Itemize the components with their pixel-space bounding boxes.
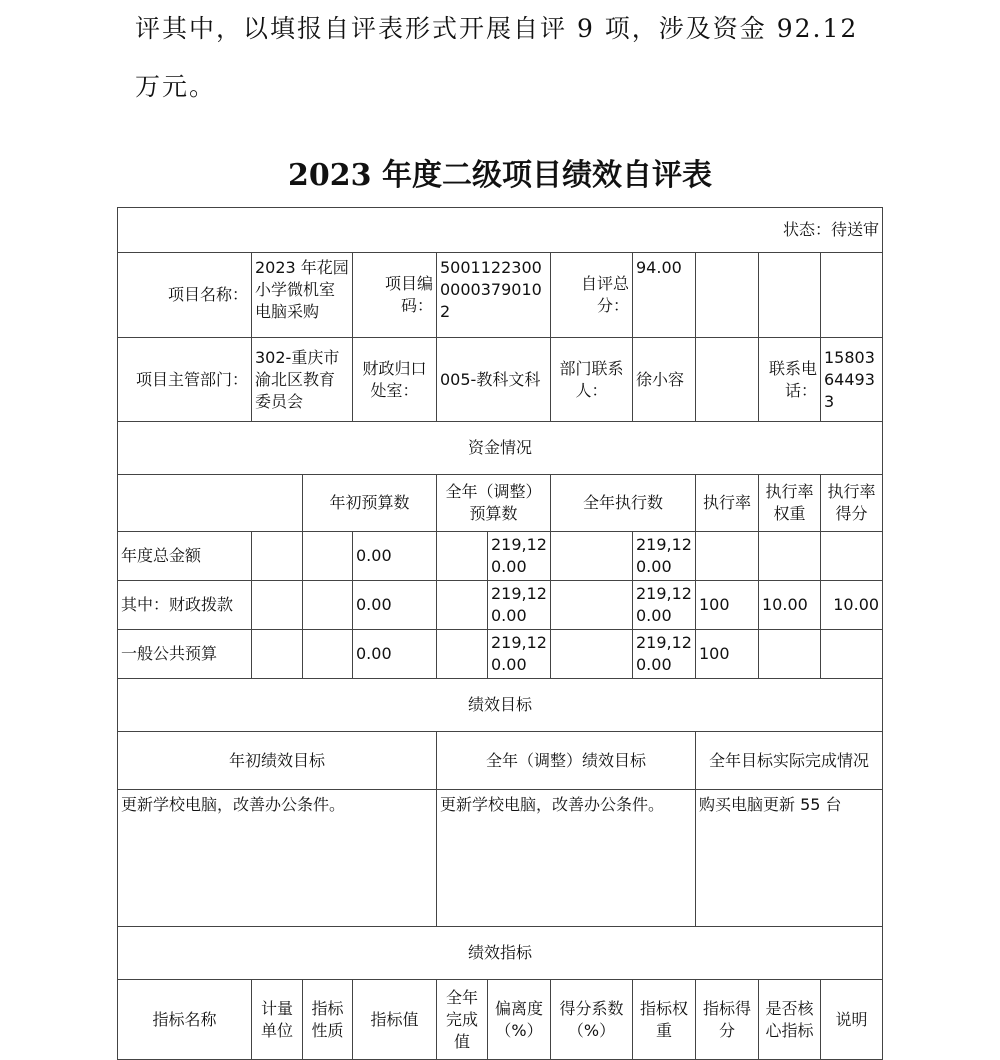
contact-value: 徐小容 [633,338,696,422]
funds-score [821,532,883,581]
phone-value: 15803644933 [821,338,883,422]
self-evaluation-table [117,207,883,1060]
empty-cell [759,253,821,338]
empty-cell [252,581,303,630]
empty-cell [551,630,633,679]
funds-initial: 0.00 [353,630,437,679]
funds-adjusted: 219,120.00 [488,630,551,679]
header-unit: 计量单位 [252,980,303,1060]
header-adjusted-goal: 全年（调整）绩效目标 [437,732,696,790]
funds-adjusted: 219,120.00 [488,532,551,581]
project-info-row [118,253,883,338]
empty-cell [303,532,353,581]
status-row [118,208,883,253]
funds-rate: 100 [696,630,759,679]
phone-label: 联系电话： [759,338,821,422]
page-title: 2023 年度二级项目绩效自评表 [288,158,712,193]
funds-score: 10.00 [821,581,883,630]
empty-cell [437,581,488,630]
project-name-label: 项目名称： [118,253,252,338]
project-name-value: 2023 年花园小学微机室电脑采购 [252,253,353,338]
funds-section-row [118,422,883,475]
funds-score [821,630,883,679]
header-nature: 指标性质 [303,980,353,1060]
funds-row-label: 一般公共预算 [118,630,252,679]
indicators-section-title: 绩效指标 [118,927,883,980]
funds-executed: 219,120.00 [633,532,696,581]
header-indicator-score: 指标得分 [696,980,759,1060]
empty-cell [551,532,633,581]
project-code-value: 500112230000003790102 [437,253,551,338]
status-text: 状态：待送审 [118,208,883,253]
project-code-label: 项目编码： [353,253,437,338]
header-indicator-name: 指标名称 [118,980,252,1060]
funds-rate: 100 [696,581,759,630]
funds-weight: 10.00 [759,581,821,630]
finance-value: 005-教科文科 [437,338,551,422]
header-executed: 全年执行数 [551,475,696,532]
initial-goal-text: 更新学校电脑，改善办公条件。 [118,790,437,927]
empty-cell [252,630,303,679]
header-target-value: 指标值 [353,980,437,1060]
header-deviation: 偏离度（%） [488,980,551,1060]
header-rate-weight: 执行率权重 [759,475,821,532]
funds-weight [759,532,821,581]
funds-rate [696,532,759,581]
empty-cell [118,475,303,532]
empty-cell [252,532,303,581]
header-core-indicator: 是否核心指标 [759,980,821,1060]
indicators-section-row [118,927,883,980]
dept-value: 302-重庆市渝北区教育委员会 [252,338,353,422]
goals-section-title: 绩效目标 [118,679,883,732]
intro-paragraph: 评其中，以填报自评表形式开展自评 9 项，涉及资金 92.12 万元。 [135,14,859,101]
department-info-row [118,338,883,422]
header-adjusted-budget: 全年（调整）预算数 [437,475,551,532]
empty-cell [696,338,759,422]
funds-row [118,630,883,679]
indicators-header-row [118,980,883,1060]
empty-cell [437,532,488,581]
funds-initial: 0.00 [353,532,437,581]
header-completion-value: 全年完成值 [437,980,488,1060]
header-rate: 执行率 [696,475,759,532]
empty-cell [821,253,883,338]
header-initial-goal: 年初绩效目标 [118,732,437,790]
empty-cell [303,630,353,679]
header-actual-completion: 全年目标实际完成情况 [696,732,883,790]
goals-section-row [118,679,883,732]
empty-cell [551,581,633,630]
funds-row [118,532,883,581]
funds-section-title: 资金情况 [118,422,883,475]
funds-executed: 219,120.00 [633,630,696,679]
funds-header-row [118,475,883,532]
goals-content-row [118,790,883,927]
score-value: 94.00 [633,253,696,338]
adjusted-goal-text: 更新学校电脑，改善办公条件。 [437,790,696,927]
header-weight: 指标权重 [633,980,696,1060]
goals-header-row [118,732,883,790]
funds-initial: 0.00 [353,581,437,630]
header-notes: 说明 [821,980,883,1060]
finance-label: 财政归口处室： [353,338,437,422]
header-initial-budget: 年初预算数 [303,475,437,532]
header-rate-score: 执行率得分 [821,475,883,532]
actual-completion-text: 购买电脑更新 55 台 [696,790,883,927]
empty-cell [437,630,488,679]
header-score-coef: 得分系数（%） [551,980,633,1060]
funds-row [118,581,883,630]
empty-cell [303,581,353,630]
funds-adjusted: 219,120.00 [488,581,551,630]
funds-weight [759,630,821,679]
score-label: 自评总分： [551,253,633,338]
empty-cell [696,253,759,338]
dept-label: 项目主管部门： [118,338,252,422]
contact-label: 部门联系人： [551,338,633,422]
funds-row-label: 其中：财政拨款 [118,581,252,630]
funds-executed: 219,120.00 [633,581,696,630]
funds-row-label: 年度总金额 [118,532,252,581]
